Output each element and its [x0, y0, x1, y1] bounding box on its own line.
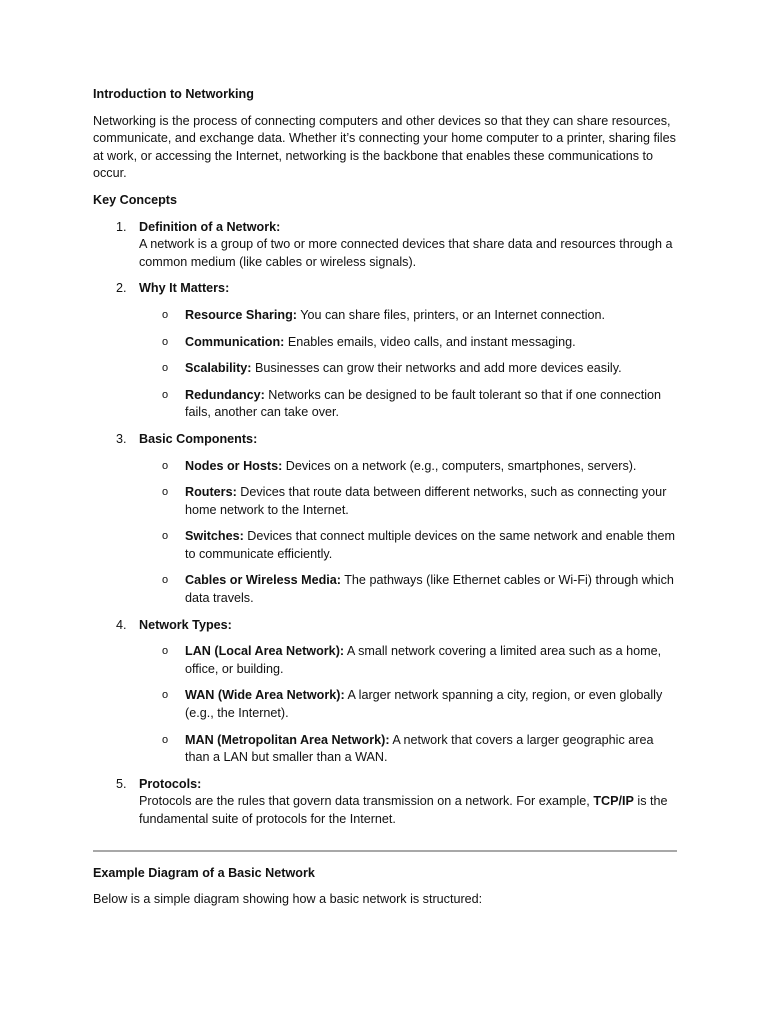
circle-bullet-icon: o	[162, 335, 169, 348]
circle-bullet-icon: o	[162, 733, 169, 746]
circle-bullet-icon: o	[162, 459, 169, 472]
document-page	[93, 86, 677, 918]
concept-title: Why It Matters:	[139, 281, 230, 296]
document-title: Introduction to Networking	[93, 87, 254, 101]
sub-item-term: Scalability:	[185, 361, 252, 376]
sub-list-item	[139, 484, 677, 519]
concept-item-why-it-matters	[93, 280, 677, 422]
sub-item-desc: Enables emails, video calls, and instant messaging.	[284, 334, 576, 349]
sub-list	[139, 643, 677, 767]
sub-item-desc: A network that covers a larger geographic area than a LAN but smaller than a WAN.	[185, 732, 654, 765]
circle-bullet-icon: o	[162, 388, 169, 401]
diagram-intro: Below is a simple diagram showing how a basic network is structured:	[93, 892, 483, 907]
circle-bullet-icon: o	[162, 308, 169, 321]
protocols-text-before: Protocols are the rules that govern data transmission on a network. For example,	[139, 794, 594, 809]
concept-item-basic-components	[93, 431, 677, 608]
sub-item-desc: Businesses can grow their networks and add more devices easily.	[251, 361, 622, 376]
sub-item-term: Routers:	[185, 485, 237, 500]
sub-item-term: Communication:	[185, 334, 285, 349]
sub-item-term: Resource Sharing:	[185, 307, 297, 322]
horizontal-divider	[93, 850, 677, 852]
protocols-text-after: is the fundamental suite of protocols for the Internet.	[139, 794, 668, 826]
concept-number: 4.	[116, 617, 127, 632]
concept-number: 5.	[116, 776, 127, 791]
concept-title: Definition of a Network:	[139, 219, 281, 234]
concept-number: 1.	[116, 219, 127, 234]
sub-item-term: MAN (Metropolitan Area Network):	[185, 732, 390, 747]
sub-list	[139, 307, 677, 422]
diagram-heading: Example Diagram of a Basic Network	[93, 865, 315, 880]
sub-list-item	[139, 307, 677, 325]
sub-list-item	[139, 643, 677, 678]
circle-bullet-icon: o	[162, 645, 169, 658]
sub-list-item	[139, 458, 677, 476]
circle-bullet-icon: o	[162, 486, 169, 499]
sub-item-desc: A larger network spanning a city, region, or even globally (e.g., the Internet).	[185, 688, 663, 721]
concept-title: Network Types:	[139, 617, 232, 632]
sub-item-term: Cables or Wireless Media:	[185, 573, 341, 588]
sub-item-desc: Devices that route data between different networks, such as connecting your home network to the Internet.	[185, 485, 667, 517]
intro-paragraph: Networking is the process of connecting computers and other devices so that they can share resources, communicate, and exchange data. Whether it’s connecting your home computer to a printer, sharing files at work, or accessing the Internet, networking is the backbone that enables these communications to occur.	[93, 113, 676, 181]
sub-list-item	[139, 387, 677, 422]
sub-item-desc: You can share files, printers, or an Internet connection.	[296, 307, 606, 322]
concept-item-protocols	[93, 776, 677, 829]
sub-item-desc: Devices on a network (e.g., computers, smartphones, servers).	[282, 458, 637, 473]
sub-list-item	[139, 687, 677, 722]
concept-item-network-types	[93, 617, 677, 767]
sub-item-term: LAN (Local Area Network):	[185, 644, 345, 659]
sub-item-term: WAN (Wide Area Network):	[185, 688, 345, 703]
concept-text: A network is a group of two or more connected devices that share data and resources through a common medium (like cables or wireless signals).	[139, 237, 673, 269]
circle-bullet-icon: o	[162, 530, 169, 543]
sub-item-desc: A small network covering a limited area such as a home, office, or building.	[185, 644, 662, 676]
sub-item-term: Switches:	[185, 529, 244, 544]
concept-title: Protocols:	[139, 776, 202, 791]
sub-item-term: Nodes or Hosts:	[185, 458, 283, 473]
sub-list-item	[139, 334, 677, 352]
concept-title: Basic Components:	[139, 431, 258, 446]
sub-list-item	[139, 528, 677, 563]
protocols-text-bold: TCP/IP	[593, 794, 634, 809]
sub-list-item	[139, 572, 677, 607]
circle-bullet-icon: o	[162, 689, 169, 702]
sub-list-item	[139, 360, 677, 378]
sub-item-term: Redundancy:	[185, 387, 265, 402]
sub-item-desc: Devices that connect multiple devices on the same network and enable them to communicate efficiently.	[185, 529, 676, 561]
sub-list-item	[139, 732, 677, 767]
circle-bullet-icon: o	[162, 362, 169, 375]
concept-text	[139, 793, 677, 828]
sub-item-desc: The pathways (like Ethernet cables or Wi-Fi) through which data travels.	[185, 573, 674, 606]
sub-list	[139, 458, 677, 608]
concept-item-definition	[93, 219, 677, 272]
circle-bullet-icon: o	[162, 574, 169, 587]
key-concepts-list	[93, 219, 677, 829]
sub-item-desc: Networks can be designed to be fault tolerant so that if one connection fails, another can take over.	[185, 387, 662, 420]
concept-number: 3.	[116, 431, 127, 446]
key-concepts-heading: Key Concepts	[93, 192, 177, 207]
concept-number: 2.	[116, 281, 127, 296]
